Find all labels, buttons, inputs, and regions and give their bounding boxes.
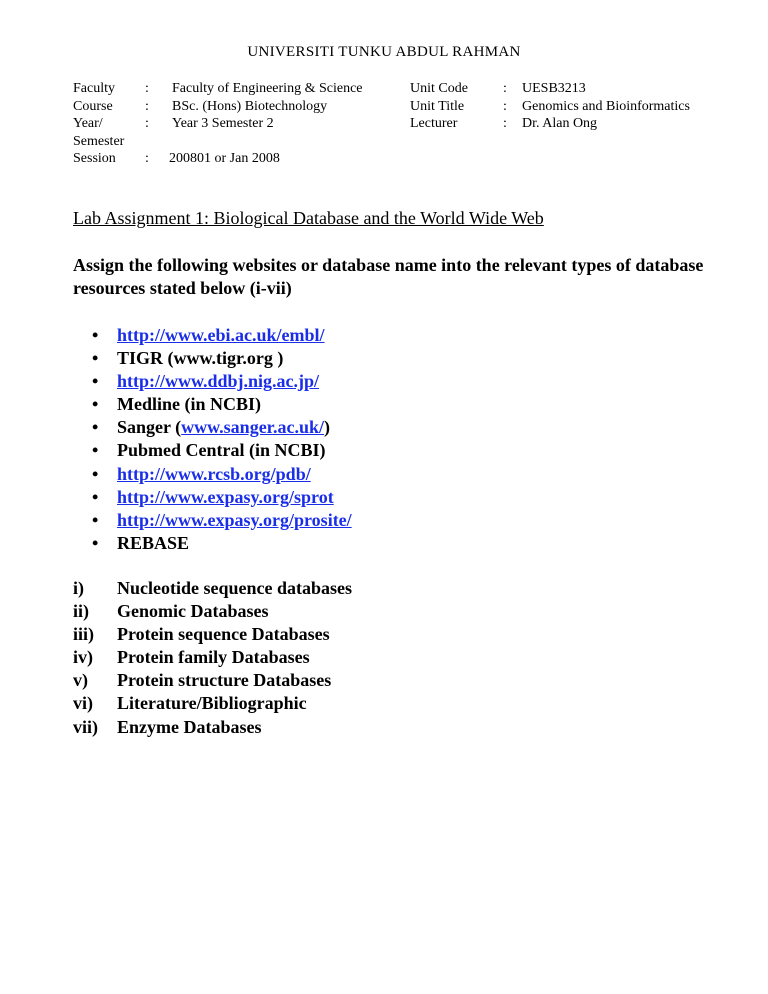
type-number: iv) xyxy=(73,647,93,668)
type-label: Protein structure Databases xyxy=(117,670,332,691)
list-item xyxy=(92,509,352,532)
list-item xyxy=(92,463,352,486)
meta-colon: : xyxy=(145,151,149,166)
type-label: Protein sequence Databases xyxy=(117,624,330,645)
type-number: iii) xyxy=(73,624,94,645)
type-number: ii) xyxy=(73,601,89,622)
resource-text: Pubmed Central (in NCBI) xyxy=(117,440,326,461)
meta-label: Lecturer xyxy=(410,116,458,131)
bullet-icon: • xyxy=(92,325,99,345)
meta-value: 200801 or Jan 2008 xyxy=(169,151,280,166)
meta-value: Faculty of Engineering & Science xyxy=(172,81,363,96)
bullet-icon: • xyxy=(92,509,99,530)
university-name: UNIVERSITI TUNKU ABDUL RAHMAN xyxy=(247,44,521,60)
bullet-icon: • xyxy=(92,463,99,484)
list-item xyxy=(92,486,352,509)
meta-label: Course xyxy=(73,98,113,114)
assignment-title: Lab Assignment 1: Biological Database and the World Wide Web xyxy=(73,208,544,228)
meta-colon: : xyxy=(503,81,507,96)
resource-link[interactable]: http://www.expasy.org/prosite/ xyxy=(117,509,352,530)
meta-row-semester xyxy=(73,133,393,151)
resource-link[interactable]: http://www.ddbj.nig.ac.jp/ xyxy=(117,371,320,392)
meta-label: Session xyxy=(73,151,116,166)
list-item xyxy=(73,669,352,692)
resource-text: Medline (in NCBI) xyxy=(117,394,261,415)
list-item xyxy=(92,416,352,439)
type-number: vii) xyxy=(73,716,98,737)
list-item xyxy=(92,347,352,370)
meta-colon: : xyxy=(145,81,149,96)
meta-label: Unit Code xyxy=(410,81,468,96)
list-item xyxy=(73,716,352,739)
list-item xyxy=(92,439,352,462)
resource-link[interactable]: www.sanger.ac.uk/ xyxy=(181,417,325,438)
type-label: Nucleotide sequence databases xyxy=(117,578,352,598)
meta-colon: : xyxy=(145,98,149,114)
bullet-icon: • xyxy=(92,486,99,507)
list-item xyxy=(92,324,352,347)
meta-row-course xyxy=(73,98,393,116)
type-number: i) xyxy=(73,578,84,598)
resource-link[interactable]: http://www.expasy.org/sprot xyxy=(117,486,334,507)
list-item xyxy=(73,623,352,646)
meta-label: Faculty xyxy=(73,81,115,96)
resource-text: REBASE xyxy=(117,532,190,553)
meta-row-session xyxy=(73,150,393,168)
list-item xyxy=(92,532,352,555)
meta-row-faculty xyxy=(73,80,393,98)
type-label: Genomic Databases xyxy=(117,601,269,622)
meta-row-lecturer xyxy=(410,115,740,133)
meta-colon: : xyxy=(503,116,507,131)
bullet-icon: • xyxy=(92,348,99,369)
resource-list xyxy=(92,324,352,555)
bullet-icon: • xyxy=(92,532,99,553)
meta-label: Semester xyxy=(73,133,125,149)
meta-label: Year/ xyxy=(73,116,103,131)
type-number: vi) xyxy=(73,693,93,714)
assignment-instructions: Assign the following websites or database name into the relevant types of database resources stated below (i-vii) xyxy=(73,255,704,298)
resource-text: TIGR (www.tigr.org ) xyxy=(117,348,284,369)
meta-value: Dr. Alan Ong xyxy=(522,116,598,131)
resource-link[interactable]: http://www.rcsb.org/pdb/ xyxy=(117,463,311,484)
bullet-icon: • xyxy=(92,371,99,392)
list-item xyxy=(73,692,352,715)
meta-right-block xyxy=(410,80,740,133)
type-number: v) xyxy=(73,670,88,691)
bullet-icon: • xyxy=(92,417,99,438)
resource-prefix: Sanger ( xyxy=(117,417,182,438)
type-label: Enzyme Databases xyxy=(117,716,262,737)
meta-left-block xyxy=(73,80,393,168)
meta-value: Genomics and Bioinformatics xyxy=(522,98,690,114)
resource-suffix: ) xyxy=(324,417,331,438)
meta-label: Unit Title xyxy=(410,98,465,114)
list-item xyxy=(92,370,352,393)
meta-value: Year 3 Semester 2 xyxy=(172,116,274,131)
meta-colon: : xyxy=(503,98,507,114)
meta-value: BSc. (Hons) Biotechnology xyxy=(172,98,328,114)
list-item xyxy=(73,600,352,623)
list-item xyxy=(73,577,352,600)
bullet-icon: • xyxy=(92,440,99,461)
meta-colon: : xyxy=(145,116,149,131)
meta-value: UESB3213 xyxy=(522,81,586,96)
bullet-icon: • xyxy=(92,394,99,415)
list-item xyxy=(73,646,352,669)
database-type-list xyxy=(73,577,352,739)
list-item xyxy=(92,393,352,416)
type-label: Protein family Databases xyxy=(117,647,310,668)
meta-row-unit-title xyxy=(410,98,740,116)
meta-row-year xyxy=(73,115,393,133)
type-label: Literature/Bibliographic xyxy=(117,693,307,714)
meta-row-unit-code xyxy=(410,80,740,98)
resource-link[interactable]: http://www.ebi.ac.uk/embl/ xyxy=(117,325,325,345)
